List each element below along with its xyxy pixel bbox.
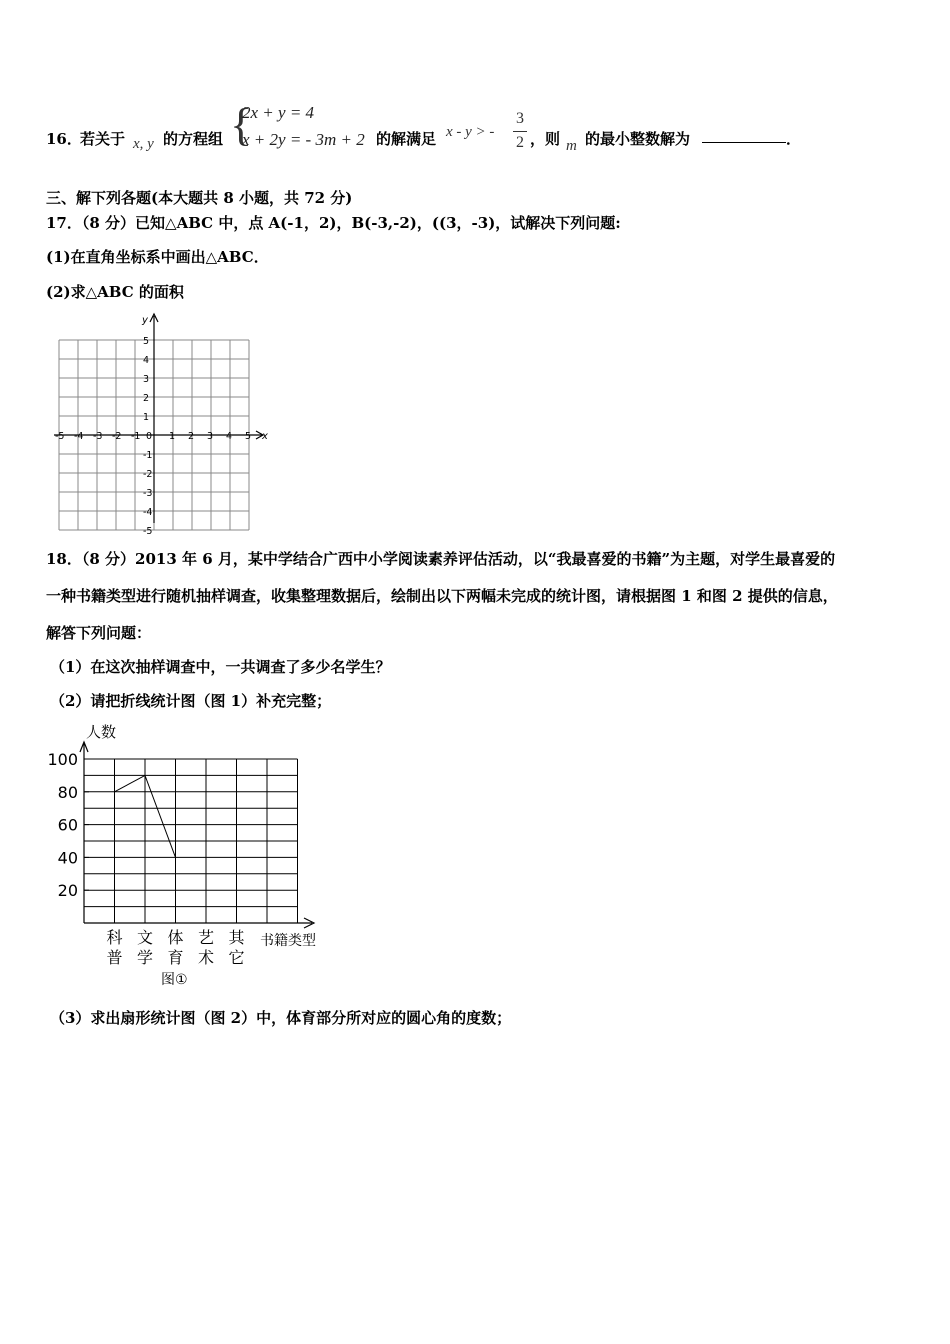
q18-stem-line-3: 解答下列问题： bbox=[46, 624, 152, 642]
chart-category-label-top: 科 bbox=[106, 928, 123, 947]
grid-origin-label: 0 bbox=[146, 431, 153, 442]
y-tick-label: 4 bbox=[143, 355, 150, 366]
q16-fraction-bar bbox=[513, 131, 527, 132]
chart-y-axis-title: 人数 bbox=[86, 723, 117, 741]
chart-category-label-bottom: 术 bbox=[197, 948, 215, 967]
q16-text-1: 若关于 bbox=[80, 130, 126, 148]
chart-category-labels bbox=[106, 928, 245, 967]
x-tick-label: 3 bbox=[207, 431, 214, 442]
coordinate-grid bbox=[50, 308, 280, 537]
x-tick-label: 1 bbox=[169, 431, 176, 442]
y-tick-label: -5 bbox=[143, 526, 153, 537]
q18-stem-line-2: 一种书籍类型进行随机抽样调查，收集整理数据后，绘制出以下两幅未完成的统计图，请根据图 1 和图 2 提供的信息， bbox=[46, 587, 838, 605]
chart-category-label-bottom: 育 bbox=[167, 948, 184, 967]
q18-stem-line-1: 18．（8 分）2013 年 6 月，某中学结合广西中小学阅读素养评估活动，以“我最喜爱的书籍”为主题，对学生最喜爱的 bbox=[46, 550, 836, 568]
x-tick-label: -2 bbox=[112, 431, 122, 442]
q16-fraction-denominator: 2 bbox=[516, 134, 524, 151]
chart-y-tick-label: 40 bbox=[57, 848, 78, 868]
y-tick-label: 2 bbox=[143, 393, 150, 404]
q16-text-4: ，则 bbox=[530, 130, 561, 148]
line-chart bbox=[40, 718, 340, 990]
q17-part-1: (1)在直角坐标系中画出△ABC． bbox=[46, 248, 269, 266]
chart-category-label-top: 文 bbox=[136, 928, 154, 947]
x-tick-label: 5 bbox=[245, 431, 252, 442]
y-tick-label: 5 bbox=[143, 336, 150, 347]
chart-category-label-bottom: 学 bbox=[136, 948, 154, 967]
chart-category-label-top: 艺 bbox=[197, 928, 215, 947]
q16-var-m: m bbox=[566, 138, 577, 154]
q16-fraction-numerator: 3 bbox=[516, 110, 524, 127]
y-tick-label: -3 bbox=[143, 488, 153, 499]
q16-number: 16． bbox=[46, 130, 82, 148]
chart-y-tick-labels bbox=[47, 750, 89, 900]
y-axis-label: y bbox=[142, 315, 148, 326]
q18-part-1: （1）在这次抽样调查中，一共调查了多少名学生？ bbox=[50, 658, 391, 676]
q16-end: ． bbox=[786, 130, 802, 148]
x-tick-label: -4 bbox=[74, 431, 84, 442]
q16-vars: x, y bbox=[133, 136, 154, 152]
q16-equation-2: x + 2y = - 3m + 2 bbox=[242, 130, 365, 149]
x-tick-label: 2 bbox=[188, 431, 195, 442]
x-axis-label: x bbox=[262, 431, 268, 442]
q16-inequality: x - y > - bbox=[446, 124, 495, 140]
q16-equation-1: 2x + y = 4 bbox=[242, 103, 315, 122]
section-3-title: 三、解下列各题(本大题共 8 小题，共 72 分) bbox=[46, 189, 353, 207]
y-tick-label: 3 bbox=[143, 374, 150, 385]
y-tick-label: -4 bbox=[143, 507, 153, 518]
q16-answer-blank[interactable] bbox=[702, 128, 786, 147]
y-tick-label: -2 bbox=[143, 469, 153, 480]
chart-category-label-top: 其 bbox=[228, 928, 245, 947]
chart-caption: 图① bbox=[161, 972, 188, 988]
chart-y-tick-label: 100 bbox=[47, 750, 78, 769]
q17-stem: 17．（8 分）已知△ABC 中，点 A(-1，2)，B(-3,-2)，((3，-3)，试解决下列问题: bbox=[46, 214, 621, 232]
q18-part-3: （3）求出扇形统计图（图 2）中，体育部分所对应的圆心角的度数； bbox=[50, 1009, 512, 1027]
x-tick-labels bbox=[55, 431, 251, 442]
q16-text-3: 的解满足 bbox=[376, 130, 437, 148]
chart-y-tick-label: 80 bbox=[57, 782, 78, 802]
x-tick-label: 4 bbox=[226, 431, 233, 442]
chart-category-label-top: 体 bbox=[167, 928, 184, 947]
chart-grid bbox=[84, 759, 298, 923]
x-tick-label: -1 bbox=[131, 431, 141, 442]
chart-x-axis-title: 书籍类型 bbox=[260, 933, 316, 949]
chart-category-label-bottom: 普 bbox=[106, 948, 123, 967]
q16-text-5: 的最小整数解为 bbox=[585, 130, 691, 148]
x-tick-label: -3 bbox=[93, 431, 103, 442]
chart-y-tick-label: 20 bbox=[57, 881, 78, 901]
q18-part-2: （2）请把折线统计图（图 1）补充完整； bbox=[50, 692, 332, 710]
y-tick-label: 1 bbox=[143, 412, 150, 423]
y-tick-label: -1 bbox=[143, 450, 153, 461]
q16-system-brace: { bbox=[230, 99, 253, 150]
q16-text-2: 的方程组 bbox=[163, 130, 224, 148]
chart-category-label-bottom: 它 bbox=[228, 948, 245, 967]
chart-y-tick-label: 60 bbox=[57, 815, 78, 835]
q17-part-2: (2)求△ABC 的面积 bbox=[46, 283, 184, 301]
x-tick-label: -5 bbox=[55, 431, 65, 442]
